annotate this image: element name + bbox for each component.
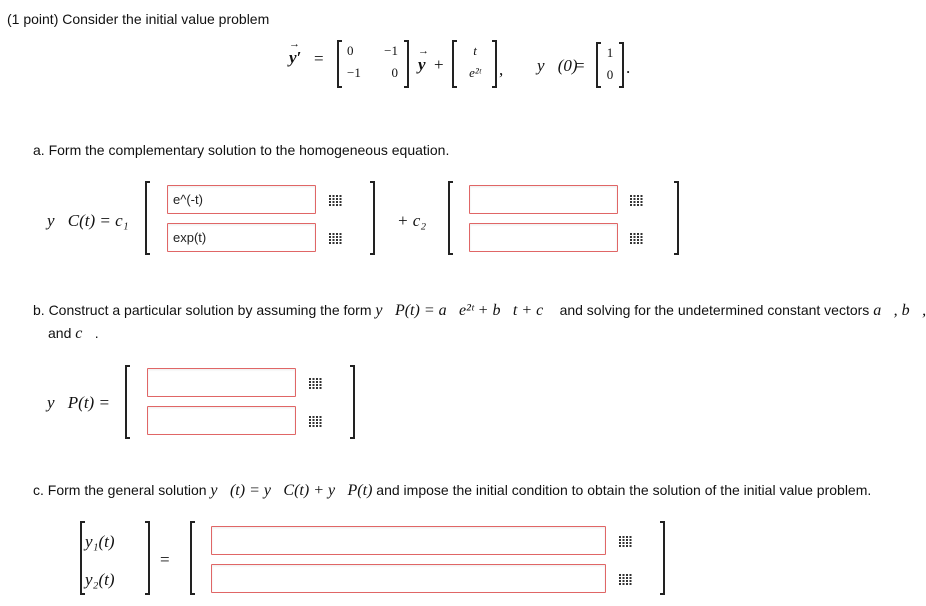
part-c-text: and impose the initial condition to obtain the solution of the initial value problem. [376,482,872,498]
comma: , [499,60,504,79]
y2-label: y₂(t) [85,570,115,589]
forcing-entry: t [473,43,477,58]
y-prime-label: → y′ [289,48,301,68]
ic-right-bracket [619,42,624,88]
y-vector-label: → y [418,55,426,75]
matrix-entry: −1 [347,65,361,80]
equation-editor-icon[interactable] [309,378,322,389]
equation-editor-icon[interactable] [630,233,643,244]
forcing-entry: e²ᵗ [469,65,481,80]
part-b-form: y⃗P(t) = a⃗e²ᵗ + b⃗t + c⃗ [375,302,556,319]
c2-label: + c₂ [397,211,427,230]
equals-sign: = [314,49,324,68]
part-b-prompt-line2 [48,325,99,343]
part-c-prompt [33,482,871,500]
plus-sign: + [434,55,444,74]
b-vec-row1-input[interactable] [147,368,296,397]
ic-equals-sign: = [575,56,585,75]
c-vec-row2-input[interactable] [211,564,606,593]
period: . [626,58,631,77]
equation-editor-icon[interactable] [630,195,643,206]
matrix-entry: −1 [384,43,398,58]
forcing-vector [458,43,492,81]
a-vec2-right-bracket [674,181,679,255]
matrix-entry: 0 [391,65,398,80]
part-c-text: c. Form the general solution [33,482,207,498]
forcing-right-bracket [492,40,497,88]
a-vec1-row2-input[interactable] [167,223,316,252]
equation-editor-icon[interactable] [619,574,632,585]
a-vec1-right-bracket [370,181,375,255]
part-b-consts: a⃗, b⃗, [873,302,926,319]
initial-condition-vector [601,45,619,83]
yp-label: y⃗P(t) = [47,393,110,412]
yc-label: y⃗C(t) = c₁ [47,211,129,230]
a-vec2-row1-input[interactable] [469,185,618,214]
initial-condition-label: y⃗(0) [537,56,578,75]
part-c-form: y⃗(t) = y⃗C(t) + y⃗P(t) [210,482,373,499]
part-b-c-vector: c⃗ [75,325,95,342]
equation-editor-icon[interactable] [329,195,342,206]
b-vec-row2-input[interactable] [147,406,296,435]
a-vec2-left-bracket [448,181,453,255]
a-vec1-row1-input[interactable] [167,185,316,214]
ic-entry: 0 [606,67,614,82]
c-vec-row1-input[interactable] [211,526,606,555]
part-b-text: b. Construct a particular solution by assuming the form [33,302,372,318]
part-b-text: . [94,325,99,341]
c-vec-right-bracket [660,521,665,595]
equation-editor-icon[interactable] [309,416,322,427]
equation-editor-icon[interactable] [329,233,342,244]
part-a-prompt: a. Form the complementary solution to the homogeneous equation. [33,142,450,158]
y1-label: y₁(t) [85,532,115,551]
a-vec2-row2-input[interactable] [469,223,618,252]
b-vec-left-bracket [125,365,130,439]
matrix-left-bracket [337,40,342,88]
part-c-equals: = [160,550,170,569]
problem-header: (1 point) Consider the initial value problem [7,11,270,27]
forcing-left-bracket [452,40,457,88]
coefficient-matrix [345,43,400,81]
c-vec-left-bracket [190,521,195,595]
b-vec-right-bracket [350,365,355,439]
part-b-text: and solving for the undetermined constant vectors [559,302,870,318]
part-b-text: and [48,325,72,341]
matrix-right-bracket [404,40,409,88]
equation-editor-icon[interactable] [619,536,632,547]
a-vec1-left-bracket [145,181,150,255]
c-lhs-right-bracket [145,521,150,595]
part-b-prompt [33,302,926,320]
matrix-entry: 0 [347,43,354,58]
ic-entry: 1 [606,45,614,60]
